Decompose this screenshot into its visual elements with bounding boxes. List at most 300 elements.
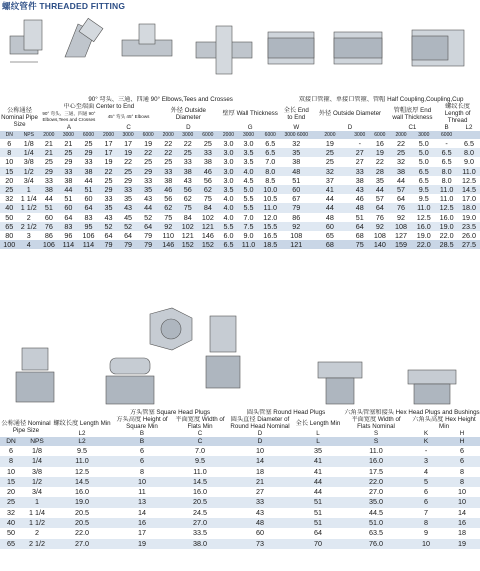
- table2-body: [0, 446, 480, 549]
- table-cell: 21: [39, 148, 59, 157]
- table-cell: 1/8: [23, 139, 34, 148]
- table-cell: 1 1/2: [22, 518, 52, 528]
- cap-drawing: [412, 30, 464, 66]
- table-cell: 3.0: [243, 139, 254, 148]
- table-cell: 15.5: [258, 222, 282, 231]
- plugs-drawings: [0, 300, 480, 410]
- table-cell: 22: [164, 139, 173, 148]
- table1-class-band: [0, 131, 480, 139]
- table-cell: 121: [282, 240, 310, 249]
- table-cell: 22.0: [412, 240, 435, 249]
- table-cell: 83: [84, 212, 93, 222]
- table-cell: 48: [282, 167, 310, 176]
- table-cell: 60: [44, 212, 53, 222]
- table-cell: 110: [162, 231, 174, 241]
- table-cell: 28: [370, 167, 390, 176]
- table-cell: 12.5: [462, 175, 476, 185]
- header-letter-s-2: S: [373, 430, 379, 437]
- table-cell: 75: [349, 240, 370, 249]
- table-cell: 25: [44, 157, 53, 167]
- table-cell: 43: [144, 194, 153, 204]
- table-cell: 75: [178, 203, 198, 212]
- table-cell: 18: [458, 528, 467, 538]
- table-cell: 33: [84, 157, 93, 167]
- table-cell: 79: [99, 240, 119, 249]
- table-cell: 51: [314, 507, 323, 517]
- table-cell: 108: [290, 231, 303, 241]
- table-cell: 75: [164, 212, 173, 222]
- table-cell: 17: [138, 528, 146, 538]
- table-cell: 33: [118, 185, 138, 194]
- band-cell: 6000: [78, 131, 99, 139]
- table-cell: 32: [7, 507, 15, 517]
- table-cell: 75: [203, 194, 212, 204]
- table-cell: 11.0: [412, 203, 435, 212]
- table-cell: 6: [444, 456, 480, 466]
- table-cell: 25: [0, 185, 18, 194]
- table-cell: 19: [444, 539, 480, 549]
- table-cell: 9.5: [77, 446, 87, 455]
- band-cell: H: [444, 437, 480, 446]
- header-letter-a: A: [66, 124, 71, 131]
- table-cell: 51: [355, 212, 364, 222]
- table-cell: 7.5: [239, 222, 259, 231]
- table-cell: 17.5: [369, 466, 384, 476]
- band-cell: B: [112, 437, 172, 446]
- table-cell: 3/4: [32, 487, 42, 497]
- table-cell: 4.0: [223, 212, 234, 222]
- table-cell: 86: [292, 212, 301, 222]
- table-cell: 6: [408, 497, 444, 507]
- table-cell: 6.5: [412, 167, 435, 176]
- table-cell: 46: [198, 167, 219, 176]
- table-cell: 35: [314, 446, 323, 455]
- table-cell: 3: [408, 456, 444, 466]
- table-cell: 96: [64, 231, 73, 241]
- table-cell: 25: [178, 148, 198, 157]
- table-row: [0, 528, 480, 538]
- table-cell: 60: [310, 222, 349, 231]
- table-cell: 10: [256, 446, 265, 455]
- table-cell: 60: [256, 528, 265, 538]
- table-cell: 6: [9, 446, 13, 455]
- table-row: [0, 477, 480, 487]
- table-cell: 29: [138, 167, 159, 176]
- table-cell: 35: [138, 185, 159, 194]
- table-cell: 4.0: [223, 194, 234, 204]
- table-cell: 35: [99, 203, 119, 212]
- table-cell: 3.5: [218, 185, 239, 194]
- table-cell: 27.0: [52, 539, 112, 549]
- table-cell: 14: [228, 456, 292, 466]
- table-cell: 48: [349, 203, 370, 212]
- table-cell: 10: [7, 466, 15, 476]
- table-cell: 41: [310, 185, 349, 194]
- table-cell: 152: [198, 240, 219, 249]
- fittings-drawings-top: [0, 12, 480, 92]
- table-cell: 56: [178, 185, 198, 194]
- table-cell: 8: [0, 456, 22, 466]
- band-cell: D: [228, 437, 292, 446]
- table-cell: 10: [444, 497, 480, 507]
- table-cell: 38.0: [172, 539, 228, 549]
- table-cell: 10.0: [258, 185, 282, 194]
- table-cell: 40: [0, 518, 22, 528]
- table-cell: 146: [201, 231, 214, 241]
- table-cell: 5: [408, 477, 444, 487]
- table-cell: 4: [18, 240, 39, 249]
- band-cell: 6000: [370, 131, 390, 139]
- band-cell: 2000: [218, 131, 239, 139]
- table-cell: 19.0: [462, 212, 476, 222]
- table-cell: -: [445, 139, 448, 148]
- table-cell: 14: [458, 507, 467, 517]
- table-cell: 44: [44, 194, 53, 204]
- table-cell: 40: [0, 203, 18, 212]
- table-cell: 60: [59, 203, 79, 212]
- table-cell: 16.0: [412, 222, 435, 231]
- table-cell: 25: [390, 148, 413, 157]
- table-cell: 65: [325, 231, 334, 241]
- table-cell: 1/2: [22, 477, 52, 487]
- table-cell: -: [358, 139, 361, 148]
- hex-bushing-drawing: [318, 362, 362, 404]
- table-cell: 50: [7, 528, 15, 538]
- table-cell: 108: [373, 231, 386, 241]
- table-cell: 1 1/2: [18, 203, 39, 212]
- table-cell: 19: [118, 148, 138, 157]
- table-cell: 76: [39, 222, 59, 231]
- table-cell: 41: [292, 456, 344, 466]
- table-cell: 29: [99, 185, 119, 194]
- table-cell: 127: [395, 231, 407, 241]
- table-cell: 5.0: [412, 148, 435, 157]
- table-cell: 8: [460, 466, 465, 476]
- header-letter-l-2: L: [316, 430, 320, 437]
- table-cell: 44.5: [369, 507, 384, 517]
- header-letter-g: G: [247, 124, 253, 131]
- table-cell: 43: [104, 212, 113, 222]
- table-cell: 4.5: [243, 175, 254, 185]
- group-header-square: 方头管塞 Square Head Plugs: [129, 409, 211, 416]
- band-cell: DN: [0, 131, 18, 139]
- band-cell: [458, 131, 480, 139]
- table-cell: 70: [292, 539, 344, 549]
- table-cell: 16.0: [439, 212, 454, 222]
- table-cell: 3.5: [243, 157, 254, 167]
- table-cell: 43: [183, 175, 192, 185]
- elbows-couplings-table: [0, 96, 480, 249]
- band-cell: 3000: [118, 131, 138, 139]
- table-cell: 83: [59, 222, 79, 231]
- table-cell: 20.5: [52, 518, 112, 528]
- table-cell: 11.0: [258, 203, 282, 212]
- table-cell: 79: [282, 203, 310, 212]
- table-cell: 1: [22, 497, 52, 507]
- table-row: [0, 231, 480, 240]
- table-cell: 65: [0, 539, 22, 549]
- table-cell: 25: [325, 157, 334, 167]
- table-cell: 44: [292, 477, 344, 487]
- table-cell: 22.0: [75, 528, 89, 538]
- table-row: [0, 139, 480, 148]
- table-cell: 9.0: [243, 231, 254, 241]
- band-cell: NPS: [22, 437, 52, 446]
- table-cell: 29: [39, 167, 59, 176]
- table-cell: 51: [64, 194, 73, 204]
- table-cell: 45: [124, 212, 133, 222]
- table-cell: 33: [349, 167, 370, 176]
- table-cell: 8: [0, 148, 18, 157]
- table-cell: 67: [292, 194, 301, 204]
- table-cell: 48: [325, 212, 334, 222]
- table-cell: 64: [64, 212, 73, 222]
- header-nominal: 公称通径 Nominal Pipe Size: [1, 106, 38, 128]
- table-row: [0, 148, 480, 157]
- table-cell: 19.0: [435, 222, 458, 231]
- table-cell: 16: [375, 139, 384, 148]
- cross-drawing: [196, 26, 252, 74]
- group-header-hex: 六角头管塞和接头 Hex Head Plugs and Bushings: [344, 409, 480, 416]
- header-letter-h-2: H: [459, 430, 465, 437]
- table-cell: 76: [375, 212, 384, 222]
- table-row: [0, 176, 480, 185]
- table-cell: 32: [397, 157, 405, 167]
- table-cell: 56: [203, 175, 212, 185]
- table-cell: 17: [104, 139, 113, 148]
- table-row: [0, 487, 480, 497]
- band-cell: 2000: [39, 131, 59, 139]
- table-cell: 25: [203, 139, 212, 148]
- table-row: [0, 497, 480, 507]
- header-letter-l2-2: L2: [78, 430, 86, 437]
- table-cell: 6: [140, 446, 144, 455]
- table-cell: 32: [5, 194, 14, 204]
- table-cell: 20: [5, 175, 14, 185]
- table-cell: 8: [140, 466, 144, 476]
- table-cell: 102: [201, 212, 214, 222]
- header-letter-d2: D: [347, 124, 353, 131]
- table-cell: 10: [5, 157, 14, 167]
- header-sq-width: 平面宽度 Width of Flats Min: [175, 416, 225, 430]
- plugs-table: [0, 409, 480, 549]
- table-cell: 33: [198, 148, 219, 157]
- table-cell: 25: [164, 157, 173, 167]
- table-cell: 3.0: [223, 175, 234, 185]
- table-cell: 15: [0, 477, 22, 487]
- table-row: [0, 185, 480, 194]
- table-row: [0, 194, 480, 203]
- table-cell: 21: [228, 477, 292, 487]
- table-cell: 2: [26, 212, 31, 222]
- header-letter-l2: L2: [465, 124, 473, 131]
- header-nominal-2: 公称通径 Nominal Pipe Size: [1, 419, 51, 434]
- table-cell: 29: [64, 157, 73, 167]
- table-cell: 100: [0, 240, 18, 249]
- table-cell: 25: [310, 148, 349, 157]
- header-sq-height: 方头高度 Height of Square Min: [116, 416, 168, 430]
- page-title: 螺纹管件 THREADED FITTING: [2, 1, 126, 11]
- table-cell: 92: [158, 222, 178, 231]
- table-cell: 8.0: [458, 148, 480, 157]
- table-cell: 35.0: [344, 497, 408, 507]
- table-cell: 3.0: [218, 148, 239, 157]
- table-cell: 6.0: [223, 231, 234, 241]
- table-cell: 23.5: [458, 222, 480, 231]
- table-cell: 64: [78, 203, 99, 212]
- table-cell: 152: [178, 240, 198, 249]
- table-cell: 41: [314, 466, 323, 476]
- table-cell: 80: [5, 231, 14, 241]
- table-cell: 38: [39, 185, 59, 194]
- table-cell: 14: [138, 507, 146, 517]
- table-cell: 60: [282, 185, 310, 194]
- table-cell: 4.0: [218, 203, 239, 212]
- table-cell: 33: [44, 175, 53, 185]
- table-cell: 22.0: [439, 231, 454, 241]
- table-cell: 62: [183, 194, 192, 204]
- band-cell: 6000: [258, 131, 282, 139]
- band-cell: 3000: [239, 131, 259, 139]
- table-cell: 35: [282, 148, 310, 157]
- table-cell: 114: [78, 240, 99, 249]
- table-cell: 79: [138, 240, 159, 249]
- table-cell: 2 1/2: [22, 539, 52, 549]
- table-cell: 65: [0, 222, 18, 231]
- table-cell: 16.0: [75, 487, 89, 497]
- table-cell: 5.0: [418, 139, 429, 148]
- square-plug-drawing: [16, 348, 54, 402]
- table-cell: 4.0: [239, 167, 259, 176]
- table-cell: 16: [444, 518, 480, 528]
- band-cell: 3000: [349, 131, 370, 139]
- table-cell: 16: [112, 518, 172, 528]
- table-cell: 16.0: [193, 487, 207, 497]
- header-center-sub-90: 90° 弯头、三通、四通 90° Elbows,Tees and Crosses: [42, 111, 96, 123]
- table-cell: 13: [112, 497, 172, 507]
- table-cell: 44: [325, 194, 334, 204]
- table-cell: 9.5: [412, 185, 435, 194]
- table-cell: 11.0: [458, 167, 480, 176]
- table-cell: 27: [355, 157, 364, 167]
- table-cell: 57: [390, 185, 413, 194]
- table-cell: 24.5: [193, 507, 207, 517]
- table-row: [0, 167, 480, 176]
- band-cell: 2000: [158, 131, 178, 139]
- table-cell: 1 1/4: [29, 507, 45, 517]
- table-cell: 68: [355, 231, 364, 241]
- table-cell: 19: [112, 539, 172, 549]
- table-cell: 46: [355, 194, 364, 204]
- table-cell: 10: [458, 487, 467, 497]
- table-cell: 16.5: [263, 231, 278, 241]
- table-cell: 12.0: [263, 212, 278, 222]
- header-round-dia: 圆头直径 Diameter of Round Head Nominal: [230, 416, 290, 430]
- band-cell: 3000 6000: [282, 131, 310, 139]
- table-cell: 9.0: [464, 157, 474, 167]
- table-cell: 8.0: [435, 167, 458, 176]
- table-cell: 11.0: [239, 240, 259, 249]
- table-cell: 38: [355, 175, 364, 185]
- table-cell: 14.5: [172, 477, 228, 487]
- table-cell: 1 1/4: [20, 194, 37, 204]
- table-cell: 33: [183, 157, 192, 167]
- band-cell: 6000: [198, 131, 219, 139]
- table-cell: 5.0: [418, 157, 429, 167]
- band-cell: NPS: [18, 131, 39, 139]
- table-cell: 3.0: [223, 139, 234, 148]
- table-cell: 38: [64, 175, 73, 185]
- table-cell: 76.0: [344, 539, 408, 549]
- table-row: [0, 539, 480, 549]
- table-cell: 44: [84, 175, 93, 185]
- table-cell: 22: [375, 157, 384, 167]
- table-cell: 64: [124, 231, 133, 241]
- table-cell: 27.0: [172, 518, 228, 528]
- table-cell: 22: [158, 148, 178, 157]
- table-cell: 27: [349, 148, 370, 157]
- table-cell: 6.5: [265, 139, 276, 148]
- band-cell: 2000: [99, 131, 119, 139]
- header-end-wall: 管帽底厚 End wall Thickness: [392, 106, 433, 121]
- table-cell: 44: [370, 185, 390, 194]
- table-cell: 43: [256, 507, 265, 517]
- table-cell: 56: [164, 194, 173, 204]
- table-cell: 21: [64, 139, 73, 148]
- header-round-len: 全长 Length Min: [295, 419, 341, 427]
- table-cell: 38: [178, 167, 198, 176]
- table-cell: 25: [84, 139, 93, 148]
- elbow-45-drawing: [65, 18, 103, 57]
- table-cell: 51.0: [344, 518, 408, 528]
- table-cell: 5.5: [239, 203, 259, 212]
- table-cell: 79: [144, 231, 153, 241]
- table-cell: 38: [390, 167, 413, 176]
- table-cell: 38: [164, 175, 173, 185]
- header-letter-b: B: [444, 124, 449, 131]
- header-wall-thickness: 壁厚 Wall Thickness: [222, 110, 278, 117]
- table-cell: 8.5: [265, 175, 276, 185]
- table-row: [0, 203, 480, 212]
- table-cell: 6.5: [418, 175, 429, 185]
- table-cell: 33: [59, 167, 79, 176]
- table-cell: 2 1/2: [18, 222, 39, 231]
- header-letter-d-2: D: [257, 430, 263, 437]
- table-cell: 17.0: [462, 194, 476, 204]
- table-cell: 27.5: [458, 240, 480, 249]
- table-cell: 3.5: [239, 148, 259, 157]
- table-cell: 8.0: [258, 167, 282, 176]
- table-cell: 10: [408, 539, 444, 549]
- table-row: [0, 446, 480, 456]
- table-cell: 57: [375, 194, 384, 204]
- table-cell: 44: [314, 487, 323, 497]
- table-cell: 32: [292, 139, 301, 148]
- band-cell: DN: [0, 437, 22, 446]
- table-cell: 6: [112, 456, 172, 466]
- table-cell: 25: [0, 497, 22, 507]
- header-letter-d: D: [186, 124, 191, 131]
- table-cell: 33: [158, 167, 178, 176]
- table-cell: 1: [18, 185, 39, 194]
- table-cell: 146: [158, 240, 178, 249]
- table-cell: 8: [444, 477, 480, 487]
- table-cell: 3.0: [223, 157, 234, 167]
- table-cell: 6.5: [441, 157, 452, 167]
- band-cell: C: [172, 437, 228, 446]
- table-cell: 7.0: [265, 157, 276, 167]
- table-cell: 51: [292, 497, 344, 507]
